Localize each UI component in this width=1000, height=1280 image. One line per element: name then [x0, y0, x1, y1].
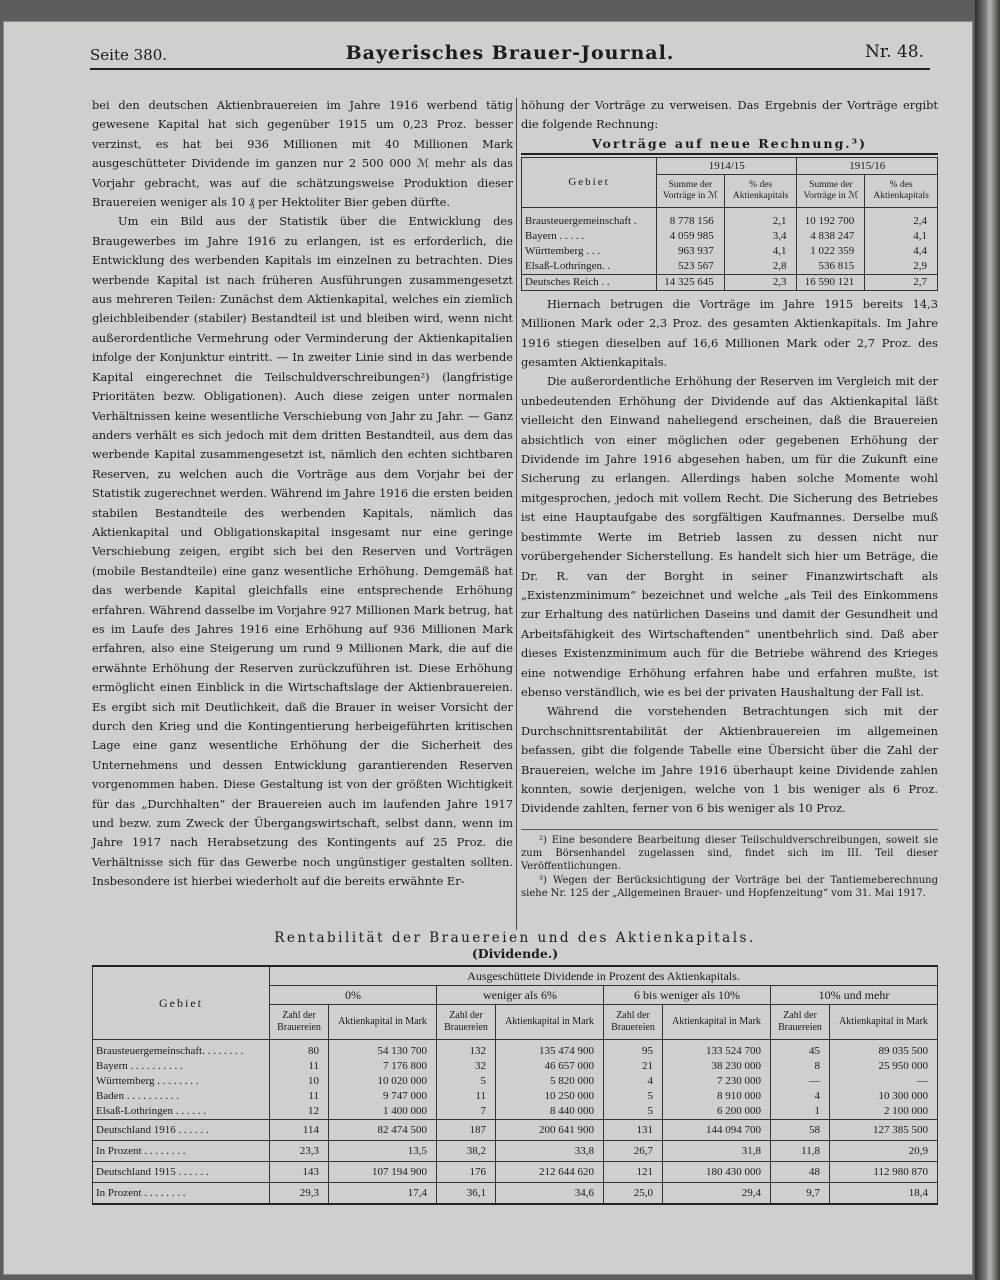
col-header-sum: Summe der Vorträge in ℳ — [797, 174, 865, 207]
table-cell: 10 300 000 — [830, 1089, 938, 1104]
table-cell: 23,3 — [270, 1141, 329, 1162]
footnotes — [521, 829, 938, 900]
table-cell: 25 950 000 — [830, 1059, 938, 1074]
col-header-count: Zahl der Brauereien — [604, 1005, 663, 1040]
table-cell: 11 — [437, 1089, 496, 1104]
table-cell: 82 474 500 — [329, 1120, 437, 1141]
table-cell: 10 020 000 — [329, 1074, 437, 1089]
col-header-pct: % des Aktienkapitals — [724, 174, 797, 207]
col-header-count: Zahl der Brauereien — [771, 1005, 830, 1040]
table-cell: 4,1 — [724, 244, 797, 259]
table-cell: 8 778 156 — [657, 207, 725, 229]
table-cell: 48 — [771, 1162, 830, 1183]
table-cell: 26,7 — [604, 1141, 663, 1162]
table-cell: 2,1 — [724, 207, 797, 229]
col-header-gebiet: Gebiet — [93, 966, 270, 1040]
table-cell: 135 474 900 — [496, 1040, 604, 1060]
table-summary-row — [93, 1141, 938, 1162]
table-cell: 2 100 000 — [830, 1104, 938, 1120]
table-cell: 212 644 620 — [496, 1162, 604, 1183]
paragraph: höhung der Vorträge zu verweisen. Das Ergebnis der Vorträge ergibt die folgende Rechnung: — [521, 98, 938, 132]
table-row — [522, 259, 938, 275]
table-cell: 5 — [604, 1104, 663, 1120]
table-row — [522, 229, 938, 244]
table-cell: 12 — [270, 1104, 329, 1120]
col-header-top: Ausgeschüttete Dividende in Prozent des Aktienkapitals. — [270, 966, 938, 986]
col-header-sum: Summe der Vorträge in ℳ — [657, 174, 725, 207]
table-cell: 38 230 000 — [663, 1059, 771, 1074]
table-cell: 9 747 000 — [329, 1089, 437, 1104]
table-cell: 4,1 — [865, 229, 938, 244]
table-cell: 11,8 — [771, 1141, 830, 1162]
table-cell: 4 059 985 — [657, 229, 725, 244]
table-cell: 58 — [771, 1120, 830, 1141]
table-cell: 133 524 700 — [663, 1040, 771, 1060]
page-number: Seite 380. — [90, 46, 168, 64]
table-cell: 33,8 — [496, 1141, 604, 1162]
table-cell: 13,5 — [329, 1141, 437, 1162]
table-cell: 5 — [437, 1074, 496, 1089]
row-label: Deutsches Reich . . — [522, 274, 657, 290]
table-cell: 54 130 700 — [329, 1040, 437, 1060]
table-cell: 17,4 — [329, 1183, 437, 1205]
table-cell: 7 — [437, 1104, 496, 1120]
table-cell: 2,9 — [865, 259, 938, 275]
table-cell: 963 937 — [657, 244, 725, 259]
table-row — [93, 1104, 938, 1120]
table-cell: 132 — [437, 1040, 496, 1060]
footnote: ³) Wegen der Berücksichtigung der Vorträge bei der Tantiemeberechnung siehe Nr. 125 der „Allgemeinen Brauer- und Hopfenzeitung“ vom 31. Mai 1917. — [521, 874, 938, 899]
col-header-capital: Aktienkapital in Mark — [329, 1005, 437, 1040]
paragraph: Um ein Bild aus der Statistik über die Entwicklung des Braugewerbes im Jahre 1916 zu erlangen, ist es erforderlich, die Entwicklung des werbenden Kapitals im einzelnen zu betrachten. Dies werbende Kapital ist nach früheren Ausführungen zusammengesetzt aus mehreren Teilen: Zunächst dem Aktienkapital, welches ein ziemlich gleichbleibender (stabiler) Bestandteil ist und bleiben wird, wenn nicht außerordentliche Vermehrung oder Verminderung der Aktienkapitalien infolge der Konjunktur eintritt. — In zweiter Linie sind in das werbende Kapital eingerechnet die Teilschuldverschreibungen²) (langfristige Prioritäten bezw. Obligationen). Auch diese zeigen unter normalen Verhältnissen keine wesentliche Verschiebung von Jahr zu Jahr. — Ganz anders verhält es sich jedoch mit dem dritten Bestandteil, aus dem das werbende Kapital zusammengesetzt ist, nämlich den echten sichtbaren Reserven, zu welchen auch die Vorträge aus dem Vorjahr bei der Statistik zugerechnet werden. Während im Jahre 1916 die ersten beiden stabilen Bestandteile des werbenden Kapitals, nämlich das Aktienkapital und Obligationskapital insgesamt nur eine geringe Verschiebung zeigen, ergibt sich bei den Reserven und Vorträgen (mobile Bestandteile) eine ganz wesentliche Erhöhung. Demgemäß hat das werbende Kapital gleichfalls eine entsprechende Erhöhung erfahren. Während dasselbe im Vorjahre 927 Millionen Mark betrug, hat es im Laufe des Jahres 1916 eine Erhöhung auf 936 Millionen Mark erfahren, also eine Steigerung um rund 9 Millionen Mark, die auf die erwähnte Erhöhung der Reserven zurückzuführen ist. Diese Erhöhung ermöglicht einen Einblick in die Wirtschaftslage der Aktienbrauereien. Es ergibt sich mit Deutlichkeit, daß die Brauer in weiser Vorsicht der durch den Krieg und die Kontingentierung herbeigeführten kritischen Lage eine ganz wesentliche Erhöhung der die Sicherheit des Unternehmens und dessen Entwicklung garantierenden Reserven vorgenommen haben. Diese Gestaltung ist von der größten Wichtigkeit für das „Durchhalten“ der Brauereien auch im laufenden Jahre 1917 und bezw. zum Zweck der Übergangswirtschaft, selbst dann, wenn im Jahre 1917 nach Herabsetzung des Kontingents auf 25 Proz. die Verhältnisse sich für das Gewerbe noch ungünstiger gestalten sollten. Insbesondere ist hierbei wiederholt auf die bereits erwähnte Er- — [92, 214, 513, 889]
table-cell: 143 — [270, 1162, 329, 1183]
issue-number: Nr. 48. — [865, 42, 924, 62]
col-header-capital: Aktienkapital in Mark — [830, 1005, 938, 1040]
table1-title: Vorträge auf neue Rechnung.³) — [521, 135, 938, 155]
row-label: In Prozent . . . . . . . . — [93, 1183, 270, 1205]
table-cell: 10 — [270, 1074, 329, 1089]
table-summary-row — [93, 1120, 938, 1141]
paragraph: Hiernach betrugen die Vorträge im Jahre 1915 bereits 14,3 Millionen Mark oder 2,3 Proz. des gesamten Aktienkapitals. Im Jahre 1916 stiegen dieselben auf 16,6 Millionen Mark oder 2,7 Proz. des gesamten Aktienkapitals. — [521, 296, 938, 370]
dividend-table-section — [92, 930, 938, 1205]
row-label: Deutschland 1915 . . . . . . — [93, 1162, 270, 1183]
table-cell: 45 — [771, 1040, 830, 1060]
table-cell: 4,4 — [865, 244, 938, 259]
col-header-pct: % des Aktienkapitals — [865, 174, 938, 207]
table-cell: — — [771, 1074, 830, 1089]
row-label: Elsaß-Lothringen. . — [522, 259, 657, 275]
paragraph: Während die vorstehenden Betrachtungen sich mit der Durchschnittsrentabilität der Aktienbrauereien im allgemeinen befassen, gibt die folgende Tabelle eine Übersicht über die Zahl der Brauereien, welche im Jahre 1916 überhaupt keine Dividende zahlen konnten, sowie derjenigen, welche von 1 bis weniger als 6 Proz. Dividende zahlten, ferner von 6 bis weniger als 10 Proz. — [521, 704, 938, 816]
table-cell: 8 440 000 — [496, 1104, 604, 1120]
table-cell: 38,2 — [437, 1141, 496, 1162]
dividend-table — [92, 965, 938, 1205]
table-cell: 32 — [437, 1059, 496, 1074]
table-summary-row — [93, 1183, 938, 1205]
table-cell: 80 — [270, 1040, 329, 1060]
col-header-capital: Aktienkapital in Mark — [496, 1005, 604, 1040]
row-label: Deutschland 1916 . . . . . . — [93, 1120, 270, 1141]
table-cell: 180 430 000 — [663, 1162, 771, 1183]
paragraph: bei den deutschen Aktienbrauereien im Jahre 1916 werbend tätig gewesene Kapital hat sich gegenüber 1915 um 0,23 Proz. besser verzinst, es hat bei 936 Millionen mit 40 Millionen Mark ausgeschütteter Dividende im ganzen nur 2 500 000 ℳ mehr als das Vorjahr gebracht, was auf die schätzungsweise Produktion dieser Brauereien weniger als 10 ₰ per Hektoliter Bier geben dürfte. — [92, 98, 513, 210]
table-cell: 7 230 000 — [663, 1074, 771, 1089]
col-header-count: Zahl der Brauereien — [270, 1005, 329, 1040]
table-cell: 121 — [604, 1162, 663, 1183]
table2-body — [93, 1040, 938, 1205]
table-cell: 127 385 500 — [830, 1120, 938, 1141]
table-summary-row — [93, 1162, 938, 1183]
table-cell: 144 094 700 — [663, 1120, 771, 1141]
table-cell: 1 022 359 — [797, 244, 865, 259]
table-cell: 11 — [270, 1089, 329, 1104]
table-cell: 29,3 — [270, 1183, 329, 1205]
table1-body — [522, 207, 938, 290]
table-cell: 2,4 — [865, 207, 938, 229]
row-label: Württemberg . . . — [522, 244, 657, 259]
page-header — [90, 40, 930, 70]
table-row — [93, 1089, 938, 1104]
col-header-gebiet: Gebiet — [522, 157, 657, 207]
group-header: weniger als 6% — [437, 986, 604, 1005]
table-cell: 4 — [604, 1074, 663, 1089]
table-cell: 31,8 — [663, 1141, 771, 1162]
table-cell: 523 567 — [657, 259, 725, 275]
table2-title: Rentabilität der Brauereien und des Aktienkapitals. — [274, 930, 756, 946]
right-column — [521, 96, 938, 901]
col-header-count: Zahl der Brauereien — [437, 1005, 496, 1040]
table-cell: 11 — [270, 1059, 329, 1074]
table-cell: 5 820 000 — [496, 1074, 604, 1089]
table-cell: 36,1 — [437, 1183, 496, 1205]
left-column — [92, 96, 513, 892]
table-row — [93, 1059, 938, 1074]
table-cell: 9,7 — [771, 1183, 830, 1205]
table-cell: 2,7 — [865, 274, 938, 290]
table-cell: 10 250 000 — [496, 1089, 604, 1104]
table-cell: 112 980 870 — [830, 1162, 938, 1183]
table-total-row — [522, 274, 938, 290]
next-page-edge — [975, 0, 1000, 1280]
table-cell: 536 815 — [797, 259, 865, 275]
row-label: Brausteuergemeinschaft. . . . . . . . — [93, 1040, 270, 1060]
table-cell: 3,4 — [724, 229, 797, 244]
row-label: Elsaß-Lothringen . . . . . . — [93, 1104, 270, 1120]
table-cell: 25,0 — [604, 1183, 663, 1205]
row-label: Baden . . . . . . . . . . — [93, 1089, 270, 1104]
table-cell: 46 657 000 — [496, 1059, 604, 1074]
row-label: In Prozent . . . . . . . . — [93, 1141, 270, 1162]
table-cell: 107 194 900 — [329, 1162, 437, 1183]
group-header: 6 bis weniger als 10% — [604, 986, 771, 1005]
table-cell: 2,8 — [724, 259, 797, 275]
table-cell: 14 325 645 — [657, 274, 725, 290]
table-cell: 89 035 500 — [830, 1040, 938, 1060]
table-cell: 4 838 247 — [797, 229, 865, 244]
table-cell: 2,3 — [724, 274, 797, 290]
col-header-year1: 1914/15 — [657, 157, 797, 174]
group-header: 10% und mehr — [771, 986, 938, 1005]
table-cell: 18,4 — [830, 1183, 938, 1205]
table2-subtitle: (Dividende.) — [471, 946, 559, 961]
row-label: Bayern . . . . . — [522, 229, 657, 244]
table-cell: 95 — [604, 1040, 663, 1060]
group-header: 0% — [270, 986, 437, 1005]
table-row — [93, 1040, 938, 1060]
col-header-year2: 1915/16 — [797, 157, 938, 174]
table-cell: 6 200 000 — [663, 1104, 771, 1120]
vortraege-table — [521, 157, 938, 291]
table-cell: 4 — [771, 1089, 830, 1104]
table-cell: — — [830, 1074, 938, 1089]
row-label: Württemberg . . . . . . . . — [93, 1074, 270, 1089]
column-divider — [516, 98, 517, 930]
table-cell: 187 — [437, 1120, 496, 1141]
table-cell: 29,4 — [663, 1183, 771, 1205]
table-cell: 8 — [771, 1059, 830, 1074]
table-cell: 131 — [604, 1120, 663, 1141]
table-cell: 34,6 — [496, 1183, 604, 1205]
table-cell: 7 176 800 — [329, 1059, 437, 1074]
table-cell: 200 641 900 — [496, 1120, 604, 1141]
table-cell: 5 — [604, 1089, 663, 1104]
footnote: ²) Eine besondere Bearbeitung dieser Teilschuldverschreibungen, soweit sie zum Börsenhandel zugelassen sind, findet sich im III. Teil dieser Veröffentlichungen. — [521, 834, 938, 872]
table-cell: 176 — [437, 1162, 496, 1183]
table-cell: 1 — [771, 1104, 830, 1120]
journal-title: Bayerisches Brauer-Journal. — [345, 42, 675, 64]
table-row — [93, 1074, 938, 1089]
table-row — [522, 207, 938, 229]
col-header-capital: Aktienkapital in Mark — [663, 1005, 771, 1040]
table-cell: 16 590 121 — [797, 274, 865, 290]
table-cell: 21 — [604, 1059, 663, 1074]
row-label: Bayern . . . . . . . . . . — [93, 1059, 270, 1074]
table-row — [522, 244, 938, 259]
row-label: Brausteuergemeinschaft . — [522, 207, 657, 229]
table-cell: 114 — [270, 1120, 329, 1141]
table-cell: 8 910 000 — [663, 1089, 771, 1104]
table-cell: 10 192 700 — [797, 207, 865, 229]
table-cell: 1 400 000 — [329, 1104, 437, 1120]
paragraph: Die außerordentliche Erhöhung der Reserven im Vergleich mit der unbedeutenden Erhöhung der Dividende auf das Aktienkapital läßt vielleicht den Einwand naheliegend erscheinen, daß die Brauereien absichtlich von einer möglichen oder gegebenen Erhöhung der Dividende im Jahre 1916 abgesehen haben, um für die Zukunft eine Sicherung zu erlangen. Allerdings haben solche Momente wohl mitgesprochen, jedoch mit vollem Recht. Die Sicherung des Betriebes ist eine Hauptaufgabe des sorgfältigen Kaufmannes. Derselbe muß bestimmte Werte im Betrieb lassen zu dessen nicht nur vorübergehender Sicherstellung. Es handelt sich hier um Beträge, die Dr. R. van der Borght in seiner Finanzwirtschaft als „Existenzminimum“ bezeichnet und welche „als Teil des Einkommens zur Erhaltung des natürlichen Daseins und damit der Gesundheit und Arbeitsfähigkeit des Wirtschaftenden“ unentbehrlich sind. Daß aber dieses Existenzminimum auch für die Betriebe während des Krieges eine notwendige Erhöhung erfahren habe und erfahren mußte, ist ebenso verständlich, wie es bei der privaten Haushaltung der Fall ist. — [521, 374, 938, 699]
table-cell: 20,9 — [830, 1141, 938, 1162]
